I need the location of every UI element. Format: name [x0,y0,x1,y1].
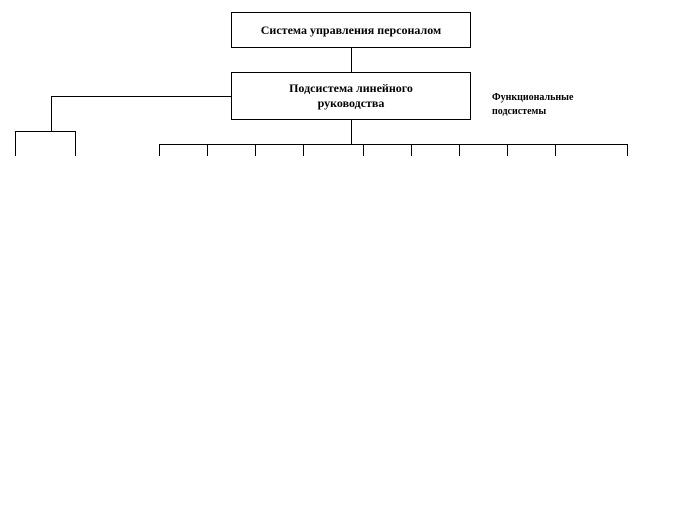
functional-bus-horizontal [159,144,628,145]
functional-drop-5 [363,144,364,156]
left-bracket-leg-right [75,131,76,156]
line-management-node-label: Подсистема линейного руководства [289,81,413,110]
functional-drop-10 [627,144,628,156]
functional-drop-8 [507,144,508,156]
connector-left-horizontal [51,96,231,97]
functional-drop-1 [159,144,160,156]
functional-drop-7 [459,144,460,156]
left-bracket-top [15,131,76,132]
root-node-label: Система управления персоналом [260,22,442,37]
functional-subsystems-label: Функциональные подсистемы [492,92,574,117]
connector-functional-vertical [351,120,352,144]
left-bracket-leg-left [15,131,16,156]
functional-drop-6 [411,144,412,156]
functional-drop-3 [255,144,256,156]
functional-drop-9 [555,144,556,156]
line-management-node-box [231,72,471,120]
root-node-box [231,12,471,48]
functional-drop-2 [207,144,208,156]
connector-root-to-line [351,48,352,72]
connector-left-vertical [51,96,52,132]
functional-subsystems-note [492,91,612,119]
functional-drop-4 [303,144,304,156]
